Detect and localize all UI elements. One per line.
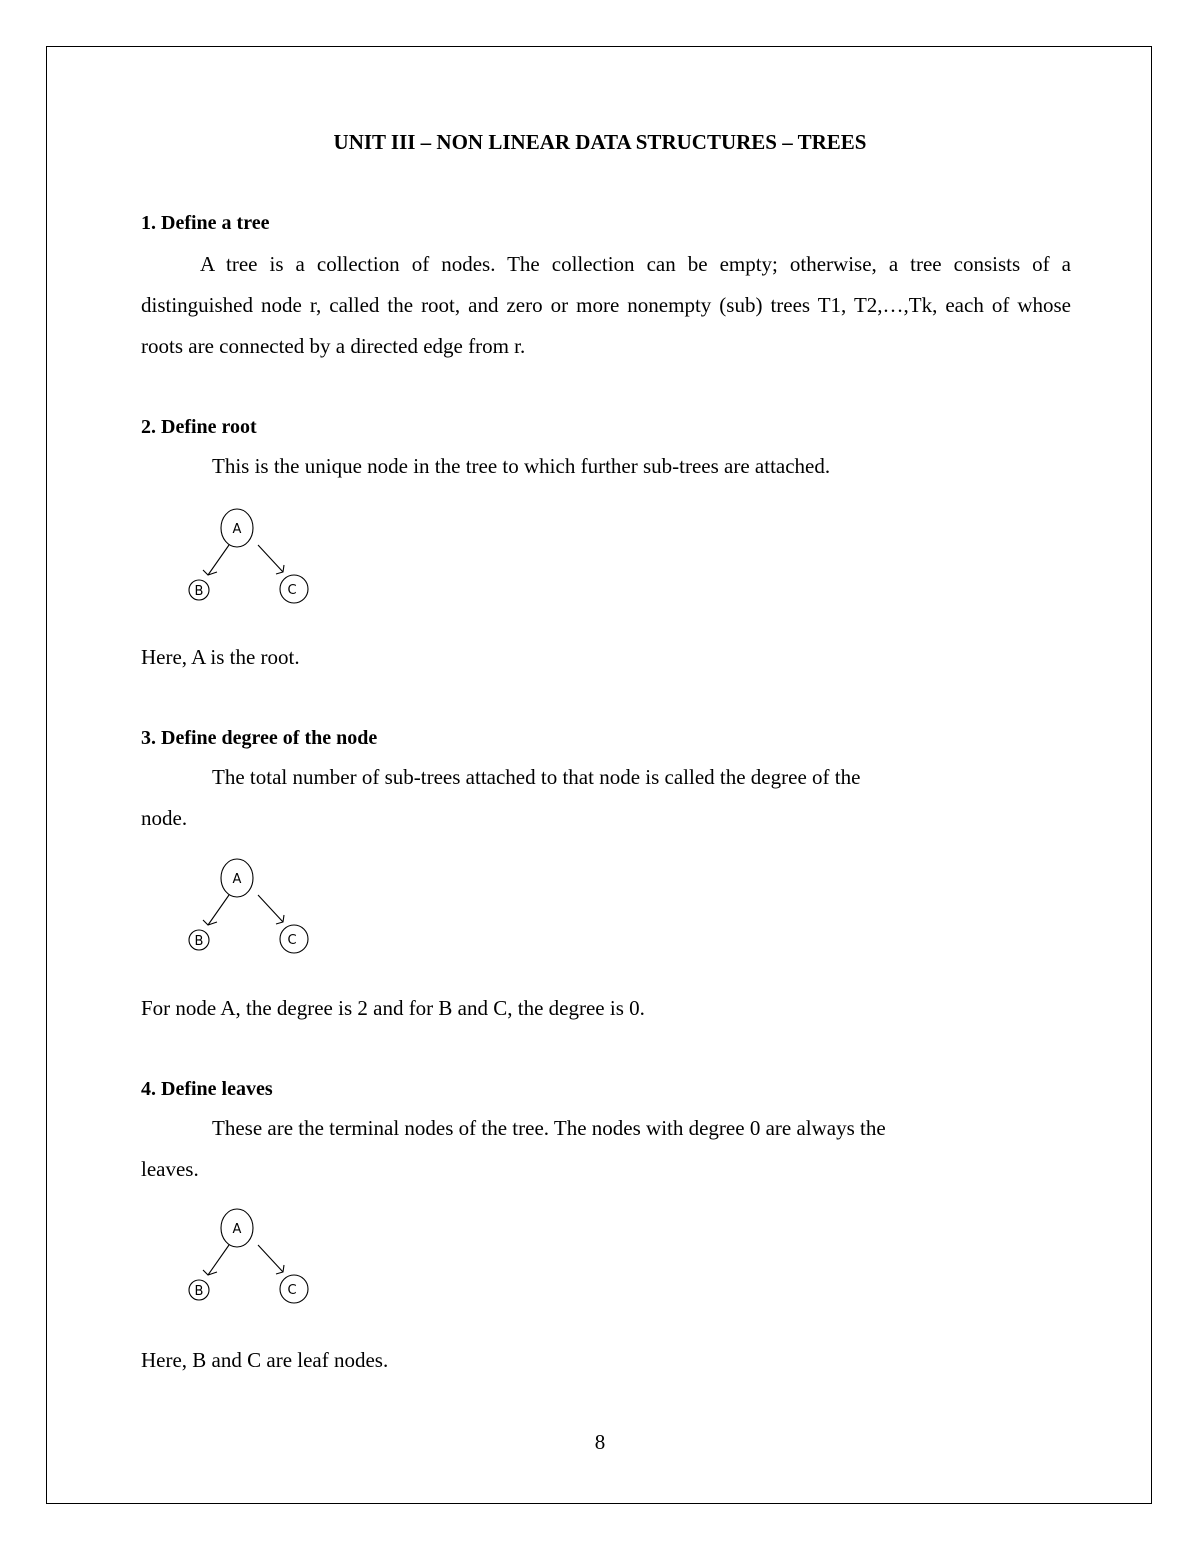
section-2-heading: 2. Define root	[141, 416, 257, 438]
tree-node-b-label: B	[194, 584, 204, 599]
tree-node-a-label: A	[232, 522, 242, 537]
section-4-caption: Here, B and C are leaf nodes.	[141, 1348, 389, 1372]
tree-node-b-label: B	[194, 934, 204, 949]
page-title: UNIT III – NON LINEAR DATA STRUCTURES – TREES	[333, 130, 867, 154]
tree-diagram-leaves	[180, 1208, 320, 1308]
tree-node-c-label: C	[287, 1283, 297, 1298]
tree-edge-a-c	[258, 545, 283, 572]
tree-edge-a-b	[208, 545, 229, 575]
tree-edge-a-b	[208, 895, 229, 925]
page-number: 8	[594, 1430, 606, 1454]
tree-node-a-label: A	[232, 872, 242, 887]
section-1-heading: 1. Define a tree	[141, 212, 270, 234]
tree-node-b-label: B	[194, 1284, 204, 1299]
tree-edge-a-b	[208, 1245, 229, 1275]
section-3-body-line-1: The total number of sub-trees attached to that node is called the degree of the	[212, 765, 861, 789]
tree-edge-a-c	[258, 1245, 283, 1272]
section-4-body-line-1: These are the terminal nodes of the tree. The nodes with degree 0 are always the	[212, 1116, 886, 1140]
tree-diagram-degree	[180, 858, 320, 958]
section-2-body-line-1: This is the unique node in the tree to which further sub-trees are attached.	[212, 454, 831, 478]
section-3-caption: For node A, the degree is 2 and for B and C, the degree is 0.	[141, 996, 645, 1020]
tree-node-a-label: A	[232, 1222, 242, 1237]
section-4-heading: 4. Define leaves	[141, 1078, 273, 1100]
tree-diagram-root	[180, 508, 320, 608]
section-4-body-line-2: leaves.	[141, 1157, 199, 1181]
tree-node-c-label: C	[287, 933, 297, 948]
section-2-caption: Here, A is the root.	[141, 645, 300, 669]
section-1-body: A tree is a collection of nodes. The collection can be empty; otherwise, a tree consists of a distinguished node r, called the root, and zero or more nonempty (sub) trees T1, T2,…,Tk, each of whose roots are connected by a directed edge from r.	[141, 252, 1071, 358]
tree-node-c-label: C	[287, 583, 297, 598]
tree-edge-a-c	[258, 895, 283, 922]
section-3-heading: 3. Define degree of the node	[141, 727, 378, 749]
section-3-body-line-2: node.	[141, 806, 188, 830]
